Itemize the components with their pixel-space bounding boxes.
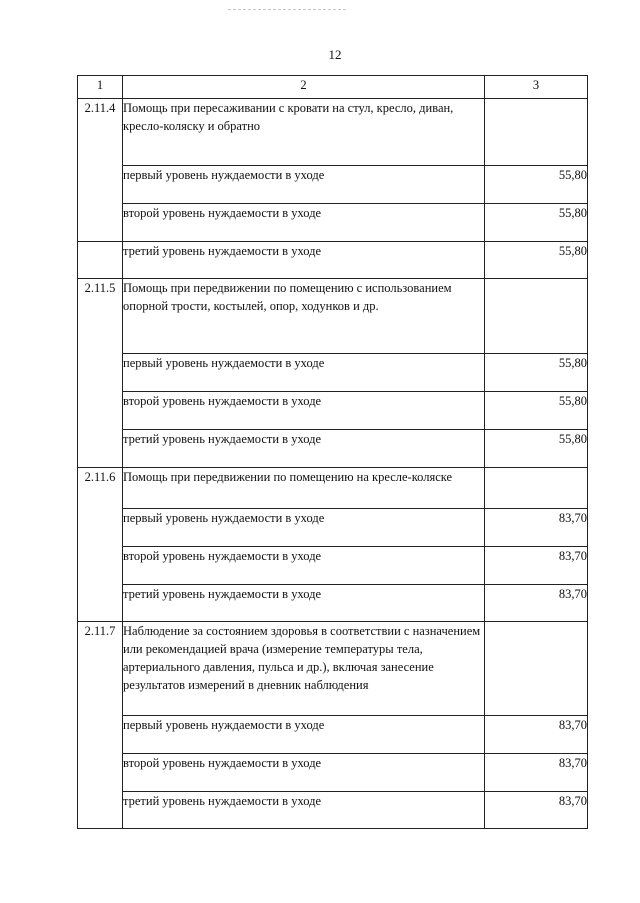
care-level-cell [123,392,485,430]
tariff-value: 83,70 [485,547,588,585]
service-row [78,468,588,509]
care-level-cell [123,430,485,468]
service-title: Помощь при пересаживании с кровати на стул, кресло, диван, кресло-коляску и обратно [123,99,485,166]
service-title: Помощь при передвижении по помещению с использованием опорной трости, костылей, опор, ходунков и др. [123,279,485,354]
tariff-value: 55,80 [485,242,588,279]
care-level-label: второй уровень нуждаемости в уходе [123,206,322,220]
tariff-value: 55,80 [485,166,588,204]
care-level-cell [123,166,485,204]
care-level-label: второй уровень нуждаемости в уходе [123,549,322,563]
tariff-value: 55,80 [485,392,588,430]
service-code: 2.11.5 [78,279,123,468]
service-value-empty [485,99,588,166]
care-level-label: третий уровень нуждаемости в уходе [123,587,322,601]
care-level-row [78,430,588,468]
care-level-row [78,354,588,392]
tariff-value: 83,70 [485,754,588,792]
service-row [78,99,588,166]
table-body [78,76,588,829]
care-level-cell [123,792,485,829]
service-code-empty [78,242,123,279]
header-row [78,76,588,99]
care-level-row [78,754,588,792]
tariff-value: 83,70 [485,585,588,622]
tariff-value: 83,70 [485,509,588,547]
care-level-cell [123,204,485,242]
tariff-value: 55,80 [485,204,588,242]
care-level-label: второй уровень нуждаемости в уходе [123,394,322,408]
care-level-row [78,585,588,622]
care-level-cell [123,242,485,279]
care-level-row [78,509,588,547]
care-level-row [78,166,588,204]
care-level-label: третий уровень нуждаемости в уходе [123,794,322,808]
service-title: Помощь при передвижении по помещению на кресле-коляске [123,468,485,509]
scan-artifact-line [228,9,346,10]
service-value-empty [485,622,588,716]
service-code: 2.11.4 [78,99,123,242]
care-level-cell [123,509,485,547]
tariff-value: 83,70 [485,716,588,754]
services-table [77,75,588,829]
header-col-2: 2 [123,76,485,99]
care-level-row [78,792,588,829]
care-level-row [78,547,588,585]
care-level-row [78,242,588,279]
header-col-1: 1 [78,76,123,99]
care-level-row [78,716,588,754]
service-value-empty [485,279,588,354]
care-level-cell [123,547,485,585]
header-col-3: 3 [485,76,588,99]
tariff-value: 55,80 [485,354,588,392]
care-level-label: первый уровень нуждаемости в уходе [123,168,325,182]
care-level-label: третий уровень нуждаемости в уходе [123,432,322,446]
care-level-cell [123,354,485,392]
page-number: 12 [328,47,342,62]
care-level-label: третий уровень нуждаемости в уходе [123,244,322,258]
tariff-value: 83,70 [485,792,588,829]
service-code: 2.11.7 [78,622,123,829]
care-level-label: второй уровень нуждаемости в уходе [123,756,322,770]
care-level-row [78,204,588,242]
care-level-row [78,392,588,430]
care-level-cell [123,585,485,622]
service-title: Наблюдение за состоянием здоровья в соответствии с назначением или рекомендацией врача (измерение температуры тела, артериального давления, пульса и др.), включая занесение результатов измерений в дневник наблюдения [123,622,485,716]
service-value-empty [485,468,588,509]
service-row [78,622,588,716]
care-level-label: первый уровень нуждаемости в уходе [123,356,325,370]
care-level-label: первый уровень нуждаемости в уходе [123,718,325,732]
service-code: 2.11.6 [78,468,123,622]
care-level-cell [123,754,485,792]
service-row [78,279,588,354]
care-level-label: первый уровень нуждаемости в уходе [123,511,325,525]
care-level-cell [123,716,485,754]
tariff-value: 55,80 [485,430,588,468]
